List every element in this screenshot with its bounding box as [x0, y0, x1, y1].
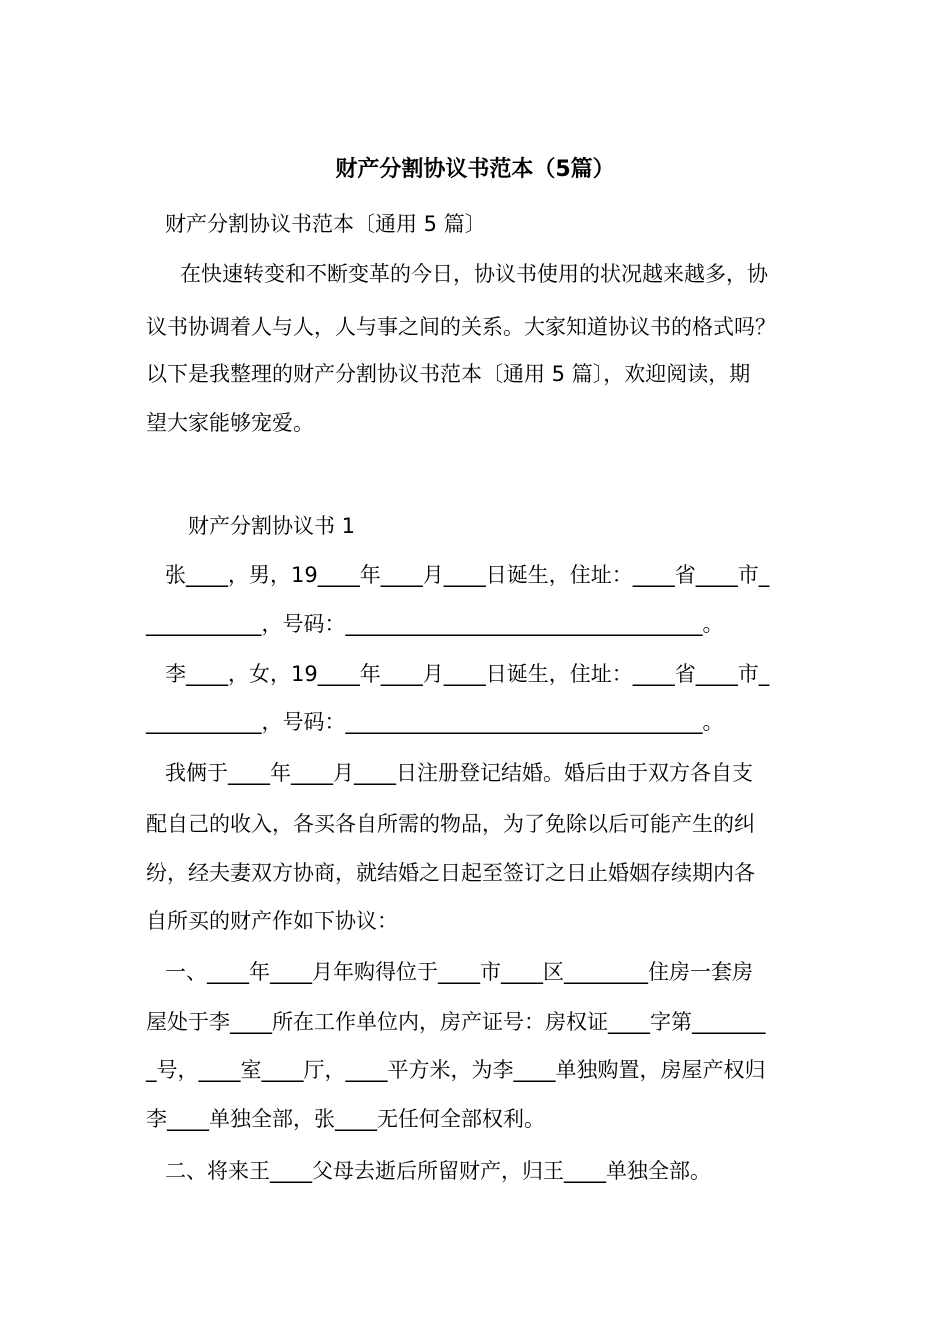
party-li-line-1: 李____，女，19____年____月____日诞生，住址：____省____市_ [165, 662, 770, 686]
party-zhang-line-1: 张____，男，19____年____月____日诞生，住址：____省____市_ [165, 563, 770, 587]
party-li-line-2: ___________，号码：__________________________________。 [146, 710, 724, 734]
clause-one-line-4: 李____单独全部，张____无任何全部权利。 [146, 1107, 545, 1131]
document-subtitle: 财产分割协议书范本〔通用 5 篇〕 [165, 212, 486, 236]
marriage-line-2: 配自己的收入，各买各自所需的物品，为了免除以后可能产生的纠 [146, 812, 755, 836]
section-heading: 财产分割协议书 1 [188, 514, 356, 538]
marriage-line-4: 自所买的财产作如下协议： [146, 909, 398, 933]
clause-one-line-3: _号，____室____厅，____平方米，为李____单独购置，房屋产权归 [146, 1058, 766, 1082]
marriage-line-1: 我俩于____年____月____日注册登记结婚。婚后由于双方各自支 [165, 761, 753, 785]
intro-line-3: 以下是我整理的财产分割协议书范本〔通用 5 篇〕，欢迎阅读，期 [146, 362, 751, 386]
clause-one-line-2: 屋处于李____所在工作单位内，房产证号：房权证____字第_______ [146, 1010, 766, 1034]
intro-line-2: 议书协调着人与人，人与事之间的关系。大家知道协议书的格式吗？ [146, 315, 776, 339]
marriage-line-3: 纷，经夫妻双方协商，就结婚之日起至签订之日止婚姻存续期内各 [146, 861, 755, 885]
document-title: 财产分割协议书范本（5篇） [335, 157, 615, 182]
party-zhang-line-2: ___________，号码：__________________________________。 [146, 612, 724, 636]
clause-two-line: 二、将来王____父母去逝后所留财产，归王____单独全部。 [165, 1159, 711, 1183]
clause-one-line-1: 一、____年____月年购得位于____市____区________住房一套房 [165, 960, 753, 984]
intro-line-1: 在快速转变和不断变革的今日，协议书使用的状况越来越多，协 [180, 262, 768, 286]
intro-line-4: 望大家能够宠爱。 [146, 411, 314, 435]
